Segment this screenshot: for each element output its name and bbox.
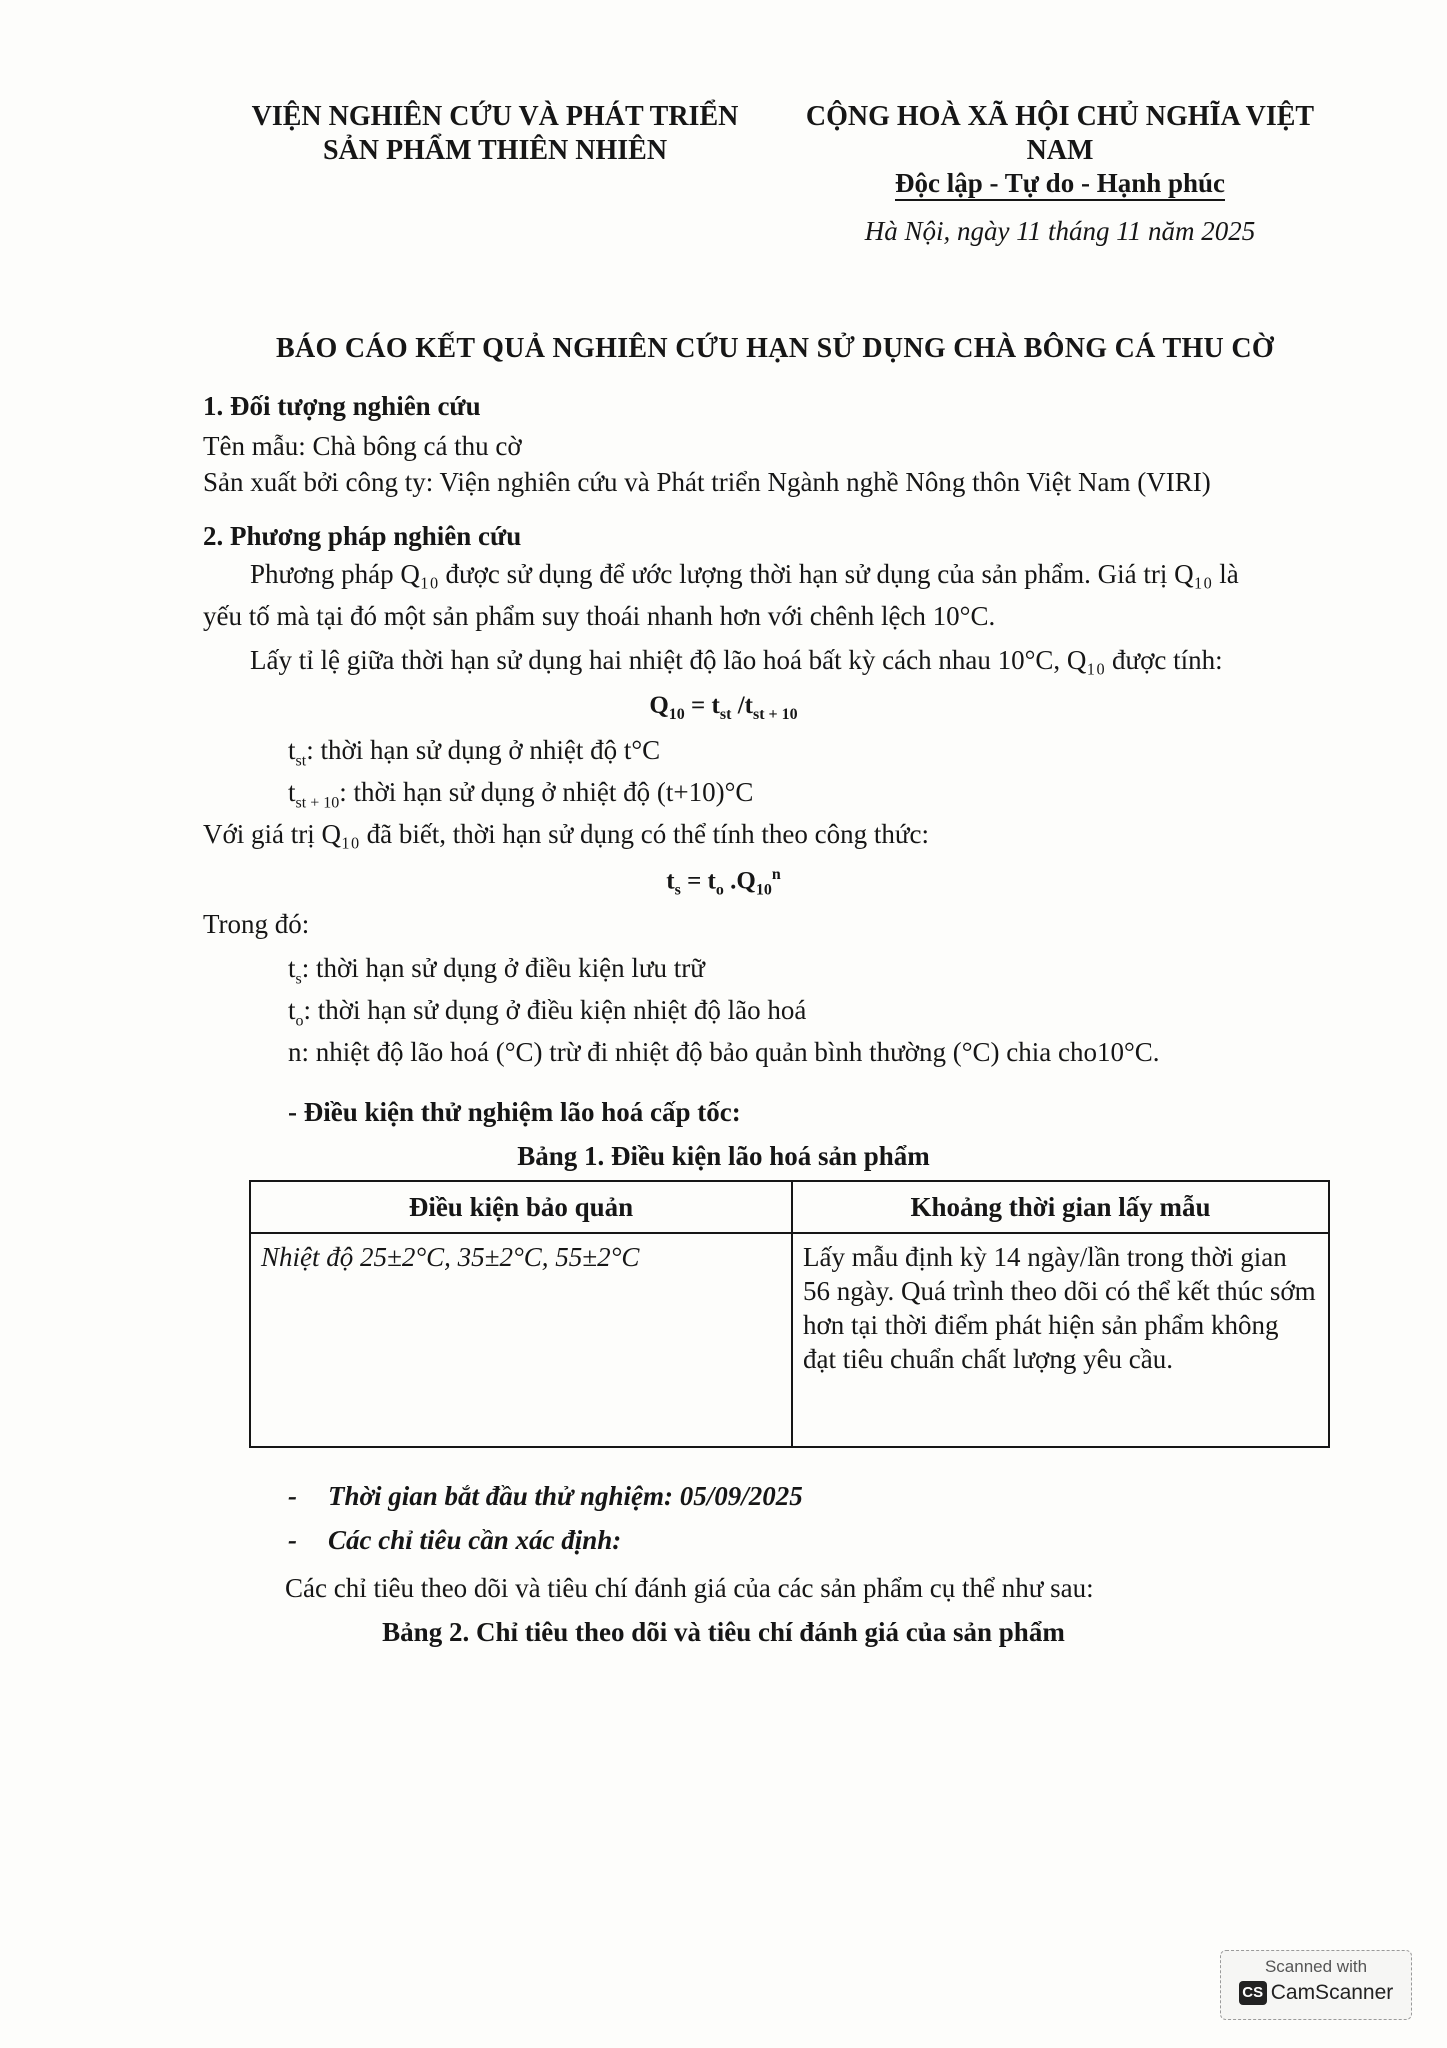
- indicators-text: Các chỉ tiêu theo dõi và tiêu chí đánh giá của các sản phẩm cụ thể như sau:: [285, 1573, 1094, 1603]
- accelerated-aging-heading: - Điều kiện thử nghiệm lão hoá cấp tốc:: [288, 1097, 741, 1127]
- producer: Sản xuất bởi công ty: Viện nghiên cứu và Phát triển Ngành nghề Nông thôn Việt Nam (VIRI): [203, 467, 1211, 497]
- table-header-cell: Khoảng thời gian lấy mẫu: [792, 1181, 1329, 1233]
- national-motto: Độc lập - Tự do - Hạnh phúc: [780, 168, 1340, 199]
- section1-heading: 1. Đối tượng nghiên cứu: [203, 391, 481, 421]
- aging-conditions-table: [249, 1180, 1330, 1448]
- camscanner-logo-icon: CS: [1239, 1981, 1267, 2005]
- table-row: [250, 1233, 1329, 1447]
- national-title: CỘNG HOÀ XÃ HỘI CHỦ NGHĨA VIỆT NAM: [805, 101, 1315, 166]
- table1-caption: Bảng 1. Điều kiện lão hoá sản phẩm: [517, 1141, 930, 1171]
- table-header-row: [250, 1181, 1329, 1233]
- method-paragraph-line2: yếu tố mà tại đó một sản phẩm suy thoái nhanh hơn với chênh lệch 10°C.: [203, 601, 996, 631]
- sample-name: Tên mẫu: Chà bông cá thu cờ: [203, 431, 522, 461]
- definition-ts: $t_s$: thời hạn sử dụng ở điều kiện lưu trữ: [288, 953, 705, 988]
- definition-tst: $t_{st}$: thời hạn sử dụng ở nhiệt độ t°C: [288, 735, 661, 770]
- q10-ratio-text: Lấy tỉ lệ giữa thời hạn sử dụng hai nhiệt độ lão hoá bất kỳ cách nhau 10°C, Q₁₀ được tính:: [250, 645, 1223, 675]
- bullet-mark: -: [288, 1481, 297, 1511]
- definition-to: $t_o$: thời hạn sử dụng ở điều kiện nhiệt độ lão hoá: [288, 995, 807, 1030]
- table-cell-sampling: Lấy mẫu định kỳ 14 ngày/lần trong thời gian 56 ngày. Quá trình theo dõi có thể kết thúc sớm hơn tại thời điểm phát hiện sản phẩm không đạt tiêu chuẩn chất lượng yêu cầu.: [792, 1233, 1329, 1447]
- start-time-item: - Thời gian bắt đầu thử nghiệm: 05/09/2025: [288, 1478, 803, 1514]
- bullet-mark: -: [288, 1525, 297, 1555]
- section2-heading: 2. Phương pháp nghiên cứu: [203, 521, 522, 551]
- definition-n: n: nhiệt độ lão hoá (°C) trừ đi nhiệt độ bảo quản bình thường (°C) chia cho10°C.: [288, 1037, 1160, 1067]
- table-header-cell: Điều kiện bảo quản: [250, 1181, 792, 1233]
- organization-name: VIỆN NGHIÊN CỨU VÀ PHÁT TRIỂN SẢN PHẨM THIÊN NHIÊN: [251, 101, 739, 166]
- where-label: Trong đó:: [203, 909, 310, 939]
- table-cell-condition: Nhiệt độ 25±2°C, 35±2°C, 55±2°C: [250, 1233, 792, 1447]
- q10-known-text: Với giá trị Q₁₀ đã biết, thời hạn sử dụng có thể tính theo công thức:: [203, 819, 930, 849]
- document-date: Hà Nội, ngày 11 tháng 11 năm 2025: [864, 216, 1256, 246]
- q10-formula: $Q_{10} = t_{st}$ $/t_{st + 10}$: [649, 692, 798, 723]
- camscanner-watermark: Scanned with CS CamScanner: [1220, 1950, 1412, 2020]
- report-title: BÁO CÁO KẾT QUẢ NGHIÊN CỨU HẠN SỬ DỤNG CHÀ BÔNG CÁ THU CỜ: [276, 333, 1274, 364]
- definition-tst10: $t_{st + 10}$: thời hạn sử dụng ở nhiệt độ (t+10)°C: [288, 777, 754, 812]
- table2-caption: Bảng 2. Chỉ tiêu theo dõi và tiêu chí đánh giá của sản phẩm: [382, 1617, 1065, 1647]
- indicators-item: - Các chỉ tiêu cần xác định:: [288, 1522, 621, 1558]
- shelf-life-formula: $t_s = t_o$ $.Q_{10}^n$: [666, 866, 781, 899]
- method-paragraph-line1: Phương pháp Q₁₀ được sử dụng để ước lượng thời hạn sử dụng của sản phẩm. Giá trị Q₁₀ là: [250, 559, 1239, 589]
